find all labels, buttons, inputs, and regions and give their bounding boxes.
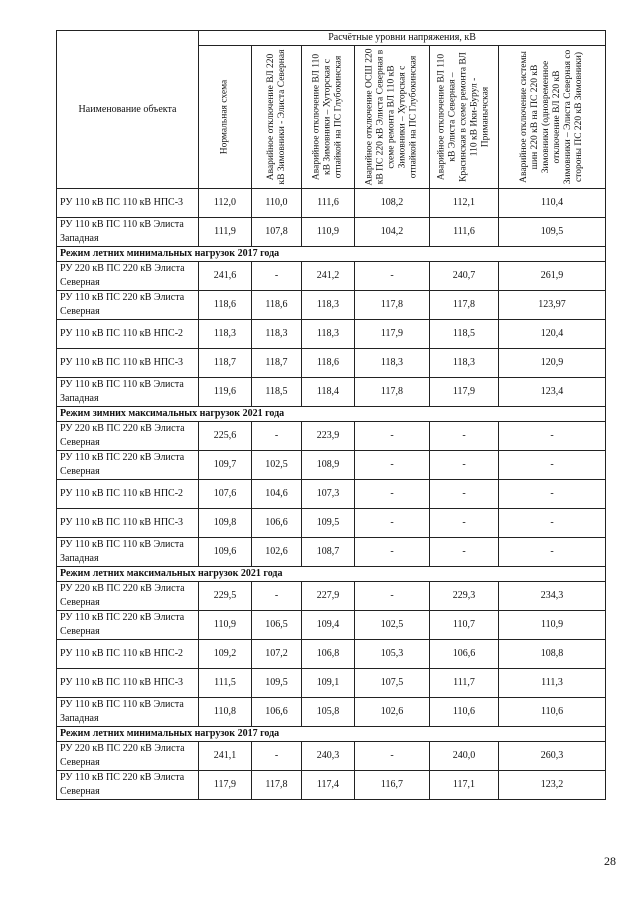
voltage-value-cell: 110,9 (302, 218, 355, 247)
section-title: Режим летних минимальных нагрузок 2017 года (57, 727, 606, 742)
voltage-value-cell: 241,1 (199, 742, 252, 771)
voltage-value-cell: 111,3 (499, 669, 606, 698)
object-name-cell: РУ 110 кВ ПС 110 кВ НПС-3 (57, 349, 199, 378)
voltage-value-cell: 111,6 (302, 189, 355, 218)
table-row (57, 291, 606, 320)
object-name-cell: РУ 110 кВ ПС 110 кВ Элиста Западная (57, 378, 199, 407)
table-row (57, 582, 606, 611)
voltage-value-cell: 240,0 (430, 742, 499, 771)
page-number: 28 (604, 854, 616, 868)
voltage-value-cell: - (355, 538, 430, 567)
voltage-value-cell: 118,7 (199, 349, 252, 378)
voltage-value-cell: 117,8 (355, 378, 430, 407)
voltage-value-cell: 109,8 (199, 509, 252, 538)
voltage-value-cell: 107,3 (302, 480, 355, 509)
object-name-cell: РУ 110 кВ ПС 110 кВ НПС-2 (57, 640, 199, 669)
column-header-wrap (202, 46, 248, 188)
voltage-value-cell: - (430, 509, 499, 538)
voltage-value-cell: 120,9 (499, 349, 606, 378)
voltage-value-cell: 227,9 (302, 582, 355, 611)
voltage-value-cell: 260,3 (499, 742, 606, 771)
voltage-value-cell: 110,0 (252, 189, 302, 218)
voltage-value-cell: - (355, 262, 430, 291)
section-row (57, 407, 606, 422)
voltage-value-cell: 118,5 (252, 378, 302, 407)
column-header-text: Аварийное отключение ВЛ 110 кВ Элиста Северная – Красинская в схеме ремонта ВЛ 110 кВ Ики-Бурул - Приманычская (436, 52, 491, 182)
voltage-value-cell: 107,2 (252, 640, 302, 669)
voltage-value-cell: - (252, 582, 302, 611)
voltage-value-cell: 110,4 (499, 189, 606, 218)
voltage-value-cell: 118,3 (355, 349, 430, 378)
voltage-value-cell: 229,5 (199, 582, 252, 611)
voltage-value-cell: 241,6 (199, 262, 252, 291)
table-row (57, 422, 606, 451)
voltage-value-cell: 241,2 (302, 262, 355, 291)
section-title: Режим летних минимальных нагрузок 2017 года (57, 247, 606, 262)
voltage-value-cell: - (499, 538, 606, 567)
table-header (57, 31, 606, 189)
voltage-value-cell: 105,8 (302, 698, 355, 727)
object-name-cell: РУ 110 кВ ПС 220 кВ Элиста Северная (57, 451, 199, 480)
column-header-text: Аварийное отключение системы шин 220 кВ на ПС 220 кВ Зимовники (одновременное отключение ВЛ 220 кВ Зимовники – Элиста Северная со стороны ПС 220 кВ Зимовники) (519, 49, 585, 185)
voltage-value-cell: 109,1 (302, 669, 355, 698)
section-row (57, 727, 606, 742)
voltage-value-cell: 110,6 (430, 698, 499, 727)
voltage-value-cell: 106,6 (252, 509, 302, 538)
voltage-value-cell: 110,7 (430, 611, 499, 640)
table-row (57, 669, 606, 698)
voltage-value-cell: 109,2 (199, 640, 252, 669)
voltage-value-cell: 110,8 (199, 698, 252, 727)
table-row (57, 480, 606, 509)
voltage-value-cell: 107,6 (199, 480, 252, 509)
voltage-value-cell: - (430, 480, 499, 509)
object-name-cell: РУ 110 кВ ПС 110 кВ Элиста Западная (57, 538, 199, 567)
voltage-value-cell: 118,3 (252, 320, 302, 349)
object-name-cell: РУ 220 кВ ПС 220 кВ Элиста Северная (57, 262, 199, 291)
voltage-value-cell: 225,6 (199, 422, 252, 451)
voltage-value-cell: 116,7 (355, 771, 430, 800)
voltage-value-cell: 110,9 (199, 611, 252, 640)
voltage-value-cell: 118,4 (302, 378, 355, 407)
voltage-value-cell: 117,4 (302, 771, 355, 800)
table-row (57, 698, 606, 727)
voltage-value-cell: 240,7 (430, 262, 499, 291)
voltage-value-cell: - (499, 480, 606, 509)
voltage-value-cell: 106,6 (252, 698, 302, 727)
voltage-value-cell: 117,9 (355, 320, 430, 349)
table-row (57, 509, 606, 538)
voltage-value-cell: 108,7 (302, 538, 355, 567)
object-name-cell: РУ 110 кВ ПС 110 кВ НПС-2 (57, 480, 199, 509)
table-row (57, 771, 606, 800)
column-header (355, 46, 430, 189)
table-row (57, 189, 606, 218)
table-row (57, 378, 606, 407)
voltage-value-cell: 111,9 (199, 218, 252, 247)
object-name-cell: РУ 110 кВ ПС 110 кВ НПС-3 (57, 509, 199, 538)
voltage-value-cell: - (499, 422, 606, 451)
voltage-value-cell: 105,3 (355, 640, 430, 669)
voltage-value-cell: 104,2 (355, 218, 430, 247)
column-header-text: Аварийное отключение ВЛ 220 кВ Зимовники - Элиста Северная (265, 49, 287, 185)
column-header-text: Аварийное отключение ОСШ 220 кВ ПС 220 кВ Элиста Северная в схеме ремонта ВЛ 110 кВ Зимовники – Хуторская с отпайкой на ПС Глубокинская (364, 48, 419, 186)
voltage-value-cell: 118,6 (302, 349, 355, 378)
table-row (57, 320, 606, 349)
voltage-levels-table (56, 30, 606, 800)
voltage-value-cell: 106,5 (252, 611, 302, 640)
object-name-cell: РУ 110 кВ ПС 220 кВ Элиста Северная (57, 291, 199, 320)
voltage-value-cell: 107,8 (252, 218, 302, 247)
voltage-value-cell: 108,8 (499, 640, 606, 669)
object-name-cell: РУ 110 кВ ПС 110 кВ НПС-3 (57, 669, 199, 698)
object-name-cell: РУ 110 кВ ПС 110 кВ НПС-3 (57, 189, 199, 218)
voltage-value-cell: 108,2 (355, 189, 430, 218)
column-header (430, 46, 499, 189)
voltage-value-cell: - (430, 538, 499, 567)
voltage-value-cell: 109,6 (199, 538, 252, 567)
voltage-value-cell: 120,4 (499, 320, 606, 349)
object-name-cell: РУ 220 кВ ПС 220 кВ Элиста Северная (57, 582, 199, 611)
table-row (57, 640, 606, 669)
column-header-wrap (358, 46, 426, 188)
voltage-value-cell: - (252, 422, 302, 451)
voltage-value-cell: 223,9 (302, 422, 355, 451)
voltage-value-cell: 102,6 (252, 538, 302, 567)
voltage-value-cell: 109,5 (252, 669, 302, 698)
section-row (57, 567, 606, 582)
voltage-value-cell: 117,8 (252, 771, 302, 800)
voltage-value-cell: 118,7 (252, 349, 302, 378)
voltage-value-cell: 240,3 (302, 742, 355, 771)
voltage-value-cell: - (430, 422, 499, 451)
voltage-value-cell: - (252, 742, 302, 771)
voltage-value-cell: 104,6 (252, 480, 302, 509)
voltage-value-cell: 110,9 (499, 611, 606, 640)
voltage-value-cell: 109,5 (302, 509, 355, 538)
table-body (57, 189, 606, 800)
section-title: Режим зимних максимальных нагрузок 2021 года (57, 407, 606, 422)
column-header-wrap (502, 46, 602, 188)
column-header-wrap (255, 46, 298, 188)
column-header (199, 46, 252, 189)
voltage-value-cell: 117,8 (430, 291, 499, 320)
voltage-value-cell: 123,97 (499, 291, 606, 320)
voltage-value-cell: 110,6 (499, 698, 606, 727)
voltage-value-cell: - (355, 422, 430, 451)
voltage-value-cell: - (499, 451, 606, 480)
voltage-value-cell: - (355, 582, 430, 611)
voltage-value-cell: 117,1 (430, 771, 499, 800)
voltage-value-cell: 107,5 (355, 669, 430, 698)
voltage-value-cell: 111,7 (430, 669, 499, 698)
voltage-value-cell: 117,9 (199, 771, 252, 800)
table-row (57, 451, 606, 480)
voltage-value-cell: 117,8 (355, 291, 430, 320)
voltage-value-cell: 112,0 (199, 189, 252, 218)
section-row (57, 247, 606, 262)
voltage-value-cell: 102,5 (252, 451, 302, 480)
voltage-value-cell: 118,3 (430, 349, 499, 378)
object-name-cell: РУ 110 кВ ПС 220 кВ Элиста Северная (57, 611, 199, 640)
voltage-value-cell: 102,5 (355, 611, 430, 640)
object-name-cell: РУ 220 кВ ПС 220 кВ Элиста Северная (57, 742, 199, 771)
voltage-value-cell: 118,3 (302, 291, 355, 320)
object-name-cell: РУ 110 кВ ПС 220 кВ Элиста Северная (57, 771, 199, 800)
object-name-header: Наименование объекта (57, 31, 199, 189)
column-header-text: Нормальная схема (219, 79, 230, 155)
section-title: Режим летних максимальных нагрузок 2021 года (57, 567, 606, 582)
table-row (57, 611, 606, 640)
voltage-value-cell: 123,2 (499, 771, 606, 800)
voltage-value-cell: 106,6 (430, 640, 499, 669)
voltage-value-cell: 111,6 (430, 218, 499, 247)
column-header-wrap (433, 46, 495, 188)
column-header (302, 46, 355, 189)
voltage-value-cell: - (355, 509, 430, 538)
voltage-value-cell: 123,4 (499, 378, 606, 407)
voltage-value-cell: - (430, 451, 499, 480)
object-name-cell: РУ 110 кВ ПС 110 кВ НПС-2 (57, 320, 199, 349)
object-name-cell: РУ 220 кВ ПС 220 кВ Элиста Северная (57, 422, 199, 451)
table-row (57, 742, 606, 771)
column-header (499, 46, 606, 189)
voltage-group-header: Расчётные уровни напряжения, кВ (199, 31, 606, 46)
voltage-value-cell: 112,1 (430, 189, 499, 218)
voltage-value-cell: 119,6 (199, 378, 252, 407)
table-row (57, 349, 606, 378)
voltage-value-cell: 118,3 (199, 320, 252, 349)
column-header (252, 46, 302, 189)
voltage-value-cell: 118,3 (302, 320, 355, 349)
voltage-value-cell: - (355, 451, 430, 480)
voltage-value-cell: 261,9 (499, 262, 606, 291)
column-header-text: Аварийное отключение ВЛ 110 кВ Зимовники – Хуторская с отпайкой на ПС Глубокинская (311, 53, 344, 181)
voltage-value-cell: 109,5 (499, 218, 606, 247)
voltage-value-cell: 109,4 (302, 611, 355, 640)
voltage-value-cell: - (355, 480, 430, 509)
voltage-value-cell: 118,5 (430, 320, 499, 349)
voltage-value-cell: 117,9 (430, 378, 499, 407)
voltage-value-cell: - (252, 262, 302, 291)
voltage-value-cell: - (355, 742, 430, 771)
voltage-value-cell: 111,5 (199, 669, 252, 698)
voltage-value-cell: 102,6 (355, 698, 430, 727)
table-row (57, 538, 606, 567)
object-name-cell: РУ 110 кВ ПС 110 кВ Элиста Западная (57, 218, 199, 247)
object-name-cell: РУ 110 кВ ПС 110 кВ Элиста Западная (57, 698, 199, 727)
voltage-value-cell: 234,3 (499, 582, 606, 611)
voltage-value-cell: 108,9 (302, 451, 355, 480)
voltage-value-cell: 109,7 (199, 451, 252, 480)
voltage-value-cell: 106,8 (302, 640, 355, 669)
voltage-value-cell: 229,3 (430, 582, 499, 611)
column-header-wrap (305, 46, 351, 188)
voltage-value-cell: 118,6 (199, 291, 252, 320)
table-row (57, 218, 606, 247)
voltage-value-cell: 118,6 (252, 291, 302, 320)
voltage-value-cell: - (499, 509, 606, 538)
table-row (57, 262, 606, 291)
